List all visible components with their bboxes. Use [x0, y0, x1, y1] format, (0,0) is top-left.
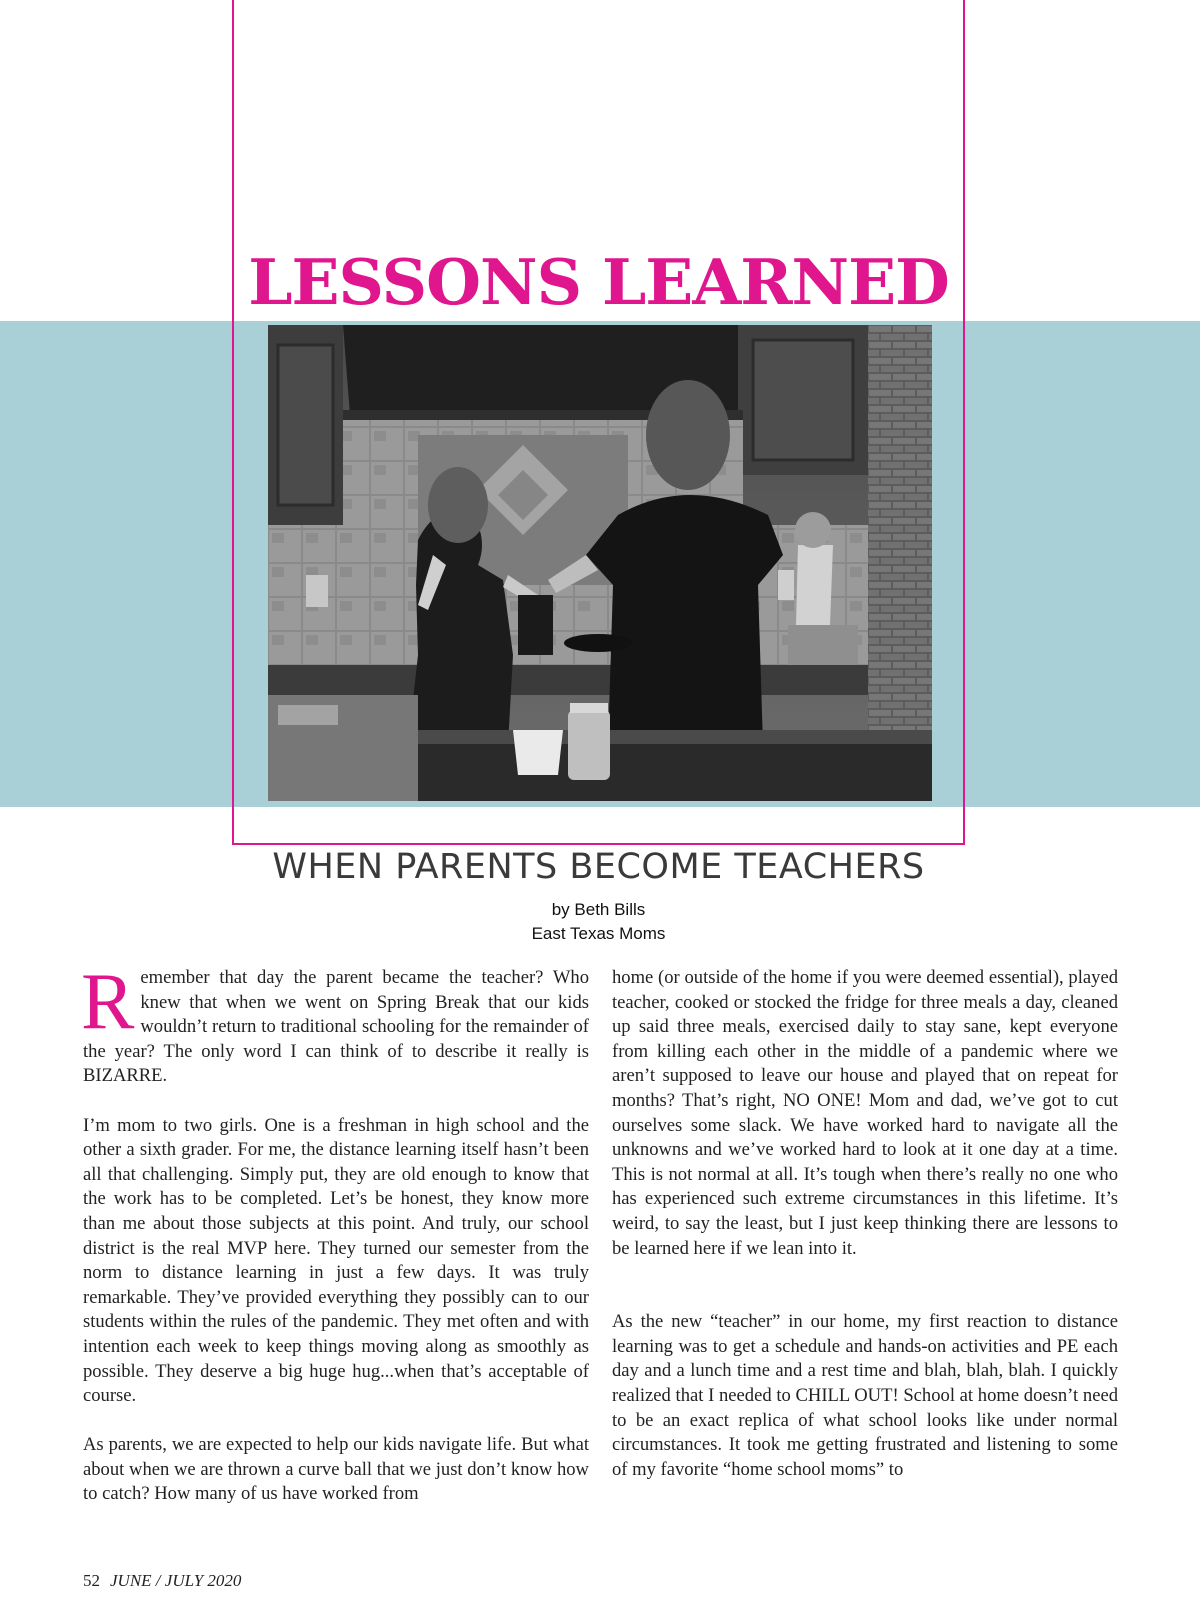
paragraph-1 [81, 958, 589, 1089]
paragraph-3: As parents, we are expected to help our kids navigate life. But what about when we are thrown a curve ball that we just don’t know how to catch? How many of us have worked from [83, 1434, 589, 1505]
page-number: 52 [83, 1571, 100, 1590]
page-footer [83, 1570, 241, 1592]
drop-cap: R [81, 958, 135, 1046]
author-byline: by Beth Bills [551, 900, 646, 919]
article-subheadline: WHEN PARENTS BECOME TEACHERS [272, 847, 925, 887]
paragraph-4: home (or outside of the home if you were deemed essential), played teacher, cooked or stocked the fridge for three meals a day, cleaned up said three meals, exercised daily to stay sane, kept everyone from killing each other in the middle of a pandemic where we aren’t supposed to leave our house and played that on repeat for months? That’s right, NO ONE! Mom and dad, we’ve got to cut ourselves some slack. We have worked hard to navigate all the unknowns and we’ve worked hard to look at it one day at a time. This is not normal at all. It’s tough when there’s really no one who has experienced such extreme circumstances in this lifetime. It’s weird, to say the least, but I just keep thinking there are lessons to be learned here if we lean into it. [612, 967, 1118, 1259]
article-column-right [612, 966, 1118, 1482]
byline-block [232, 898, 965, 946]
article-photo [268, 325, 932, 801]
author-organization: East Texas Moms [531, 924, 666, 943]
kitchen-photo-illustration [268, 325, 932, 801]
paragraph-5: As the new “teacher” in our home, my first reaction to distance learning was to get a schedule and hands-on activities and PE each day and a lunch time and a rest time and blah, blah, blah. I quickly realized that I needed to CHILL OUT! School at home doesn’t need to be an exact replica of what school looks like under normal circumstances. It took me getting frustrated and listening to some of my favorite “home school moms” to [612, 1311, 1118, 1480]
issue-date: JUNE / JULY 2020 [110, 1571, 242, 1590]
article-headline: LESSONS LEARNED [248, 245, 949, 319]
paragraph-1-text: emember that day the parent became the teacher? Who knew that when we went on Spring Break that our kids wouldn’t return to traditional schooling for the remainder of the year? The only word I can think of to describe it really is BIZARRE. [83, 967, 589, 1087]
article-column-left [81, 958, 589, 1507]
paragraph-2: I’m mom to two girls. One is a freshman in high school and the other a sixth grader. For me, the distance learning itself hasn’t been all that challenging. Simply put, they are old enough to know that the work has to be completed. Let’s be honest, they know more than me about those subjects at this point. And truly, our school district is the real MVP here. They turned our semester from the norm to distance learning in just a few days. It was truly remarkable. They’ve provided everything they possibly can to our students within the rules of the pandemic. They met often and with intention each week to keep things moving along as smoothly as possible. They deserve a big huge hug...when that’s acceptable of course. [83, 1114, 589, 1407]
